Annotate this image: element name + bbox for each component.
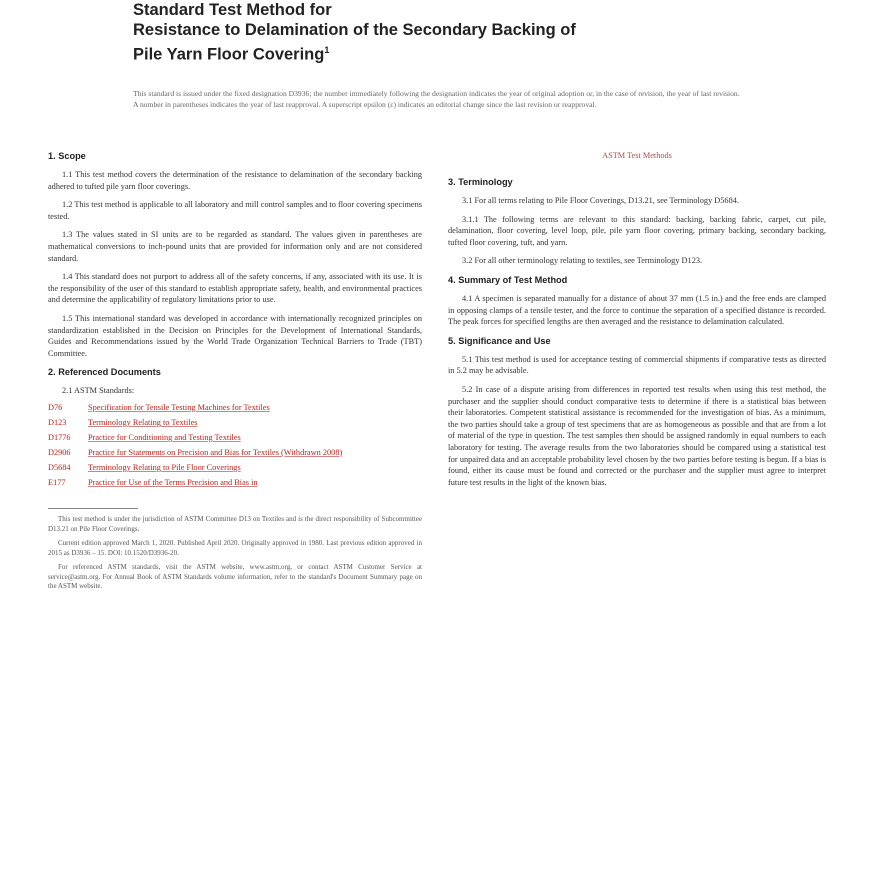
title-footnote-marker: 1 — [324, 45, 330, 55]
reference-link[interactable]: Practice for Use of the Terms Precision and Bias in — [88, 477, 258, 487]
summary-para-1: 4.1 A specimen is separated manually for a distance of about 37 mm (1.5 in.) and the free ends are clamped in opposing clamps of a tensile tester, and the force to continue the separation of a specified distance is recorded. The peak forces for specified lengths are then averaged and the resistance to delamination calculated. — [448, 293, 826, 327]
reference-item[interactable] — [48, 430, 422, 445]
footnote-2: Current edition approved March 1, 2020. Published April 2020. Originally approved in 1980. Last previous edition approved in 2015 as D3936 – 15. DOI: 10.1520/D3936-20. — [48, 539, 422, 557]
right-column — [448, 150, 826, 495]
reference-continuation: ASTM Test Methods — [602, 151, 672, 160]
reference-item[interactable] — [48, 475, 422, 490]
footnote-3: For referenced ASTM standards, visit the ASTM website, www.astm.org, or contact ASTM Customer Service at service@astm.org. For Annual Book of ASTM Standards volume information, refer to the standard's Document Summary page on the ASTM website. — [48, 563, 422, 591]
astm-standards-intro: 2.1 ASTM Standards: — [62, 386, 135, 396]
reference-link[interactable]: Practice for Statements on Precision and Bias for Textiles (Withdrawn 2008) — [88, 447, 343, 457]
significance-para-1: 5.1 This test method is used for acceptance testing of commercial shipments if comparative tests as directed in 5.2 may be advisable. — [448, 354, 826, 376]
reference-link[interactable]: Specification for Tensile Testing Machines for Textiles — [88, 402, 270, 412]
terminology-para-2: 3.1.1 The following terms are relevant to this standard: backing, backing fabric, carpet, cut pile, delamination, floor covering, level loop, pile, pile yarn floor covering, primary backing, secondary backing, tufted floor covering, tuft, and yarn. — [448, 214, 826, 247]
title-line-3-text: Pile Yarn Floor Covering — [133, 45, 325, 64]
reference-list — [48, 400, 422, 490]
terminology-para-3: 3.2 For all other terminology relating to textiles, see Terminology D123. — [462, 256, 703, 266]
reference-code[interactable]: D76 — [48, 402, 63, 412]
terminology-heading: 3. Terminology — [448, 177, 513, 187]
significance-para-2: 5.2 In case of a dispute arising from differences in reported test results when using this test method, the purchaser and the supplier should conduct comparative tests to determine if there is a statistical bias between their laboratories. Competent statistical assistance is recommended for the investigation of bias. As a minimum, the two parties should take a group of test specimens that are as homogeneous as possible and that are from a lot of material of the type in question. The test samples then should be assigned randomly in equal numbers to each laboratory for testing. The average results from the two laboratories should be compared using a statistical test for unpaired data and an acceptable probability level chosen by the two parties before testing is begun. If a bias is found, either its cause must be found and corrected or the purchaser and the supplier must agree to interpret future test results in the light of the known bias. — [448, 384, 826, 487]
reference-link[interactable]: Terminology Relating to Pile Floor Coverings — [88, 462, 241, 472]
scope-para-5: 1.5 This international standard was developed in accordance with internationally recognized principles on standardization established in the Decision on Principles for the Development of International Standards, Guides and Recommendations issued by the World Trade Organization Technical Barriers to Trade (TBT) Committee. — [48, 313, 422, 358]
reference-link[interactable]: Practice for Conditioning and Testing Textiles — [88, 432, 241, 442]
scope-para-1: 1.1 This test method covers the determination of the resistance to delamination of the secondary backing adhered to tufted pile yarn floor coverings. — [48, 170, 422, 191]
title-line-3 — [133, 40, 733, 65]
reference-code[interactable]: D1776 — [48, 432, 71, 442]
terminology-para-1: 3.1 For all terms relating to Pile Floor Coverings, D13.21, see Terminology D5684. — [462, 196, 739, 205]
significance-heading: 5. Significance and Use — [448, 335, 551, 346]
scope-para-4: 1.4 This standard does not purport to address all of the safety concerns, if any, associated with its use. It is the responsibility of the user of this standard to establish appropriate safety, health, and environmental practices and determine the applicability of regulatory limitations prior to use. — [48, 272, 422, 305]
reference-code[interactable]: D5684 — [48, 462, 71, 472]
reference-code[interactable]: D123 — [48, 417, 67, 427]
reference-item[interactable] — [48, 400, 422, 415]
reference-item[interactable] — [48, 445, 422, 460]
scope-heading: 1. Scope — [48, 151, 86, 161]
referenced-documents-heading: 2. Referenced Documents — [48, 367, 161, 378]
left-column — [48, 150, 422, 597]
scope-para-2: 1.2 This test method is applicable to all laboratory and mill control samples and to floor covering specimens tested. — [48, 200, 422, 221]
title-line-1: Standard Test Method for — [133, 1, 332, 19]
scope-para-3: 1.3 The values stated in SI units are to be regarded as standard. The values given in parentheses are mathematical conversions to inch-pound units that are provided for information only and are not considered standard. — [48, 230, 422, 263]
summary-heading: 4. Summary of Test Method — [448, 274, 568, 285]
reference-code[interactable]: D2906 — [48, 447, 71, 457]
designation-note: This standard is issued under the fixed designation D3936; the number immediately following the designation indicates the year of original adoption or, in the case of revision, the year of last revision. A number in parentheses indicates the year of last reapproval. A superscript epsilon (ε) indicates an editorial change since the last revision or reapproval. — [133, 89, 740, 109]
reference-code[interactable]: E177 — [48, 477, 66, 487]
footnote-divider — [48, 508, 138, 509]
footnote-1: This test method is under the jurisdiction of ASTM Committee D13 on Textiles and is the direct responsibility of Subcommittee D13.21 on Pile Floor Coverings. — [48, 514, 422, 533]
title-line-2: Resistance to Delamination of the Secondary Backing of — [133, 21, 576, 39]
reference-item[interactable] — [48, 460, 422, 475]
reference-item[interactable] — [48, 415, 422, 430]
reference-link[interactable]: Terminology Relating to Textiles — [88, 417, 198, 427]
document-title — [133, 0, 733, 65]
